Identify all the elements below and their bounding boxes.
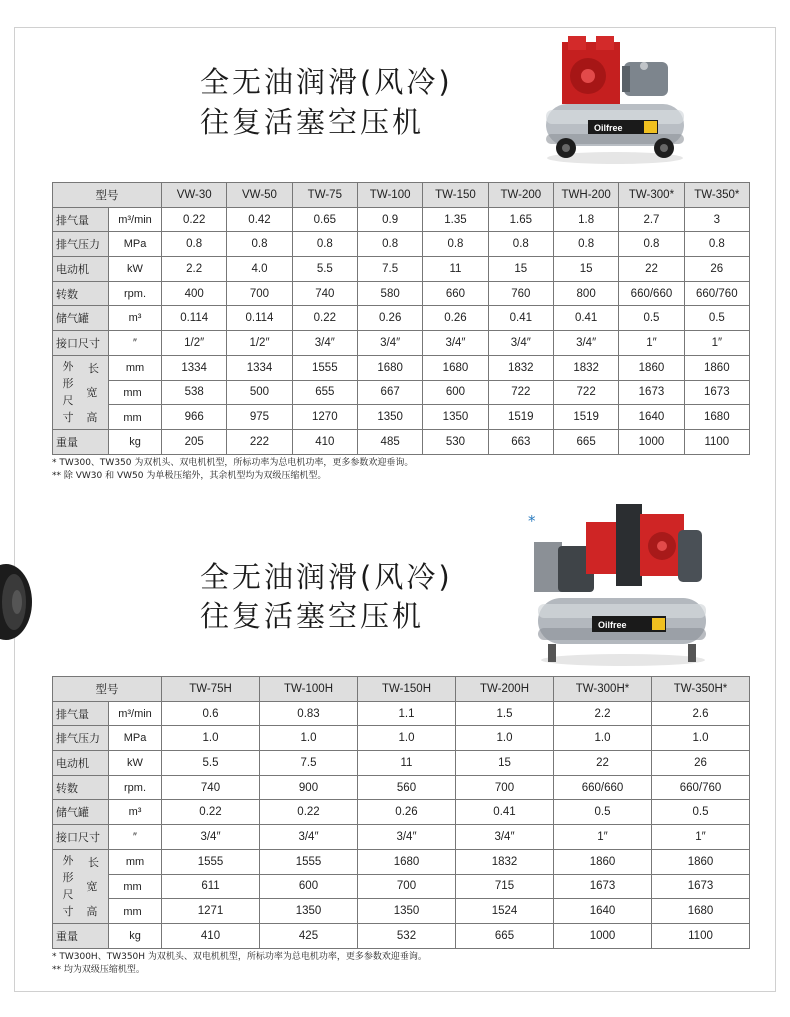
table-cell: 1860: [619, 355, 684, 380]
table-cell: 800: [553, 281, 618, 306]
table-cell: 0.41: [553, 306, 618, 331]
table-cell: 1350: [358, 899, 456, 924]
table-cell: 611: [162, 874, 260, 899]
table-cell: 700: [456, 775, 554, 800]
row-unit: kg: [109, 923, 162, 948]
table-cell: 5.5: [162, 751, 260, 776]
table-cell: 663: [488, 429, 553, 454]
dimension-sublabel: 长: [88, 856, 99, 870]
table-cell: 1.0: [456, 726, 554, 751]
row-unit-text: mm: [123, 881, 142, 894]
row-unit: kW: [109, 751, 162, 776]
footnote-1: * TW300、TW350 为双机头、双电机机型，所标功率为总电机功率，更多参数欢迎垂询。: [52, 458, 414, 468]
table-row: [53, 751, 750, 776]
table-cell: 0.8: [357, 232, 422, 257]
table-cell: 1519: [553, 405, 618, 430]
table-cell: 530: [423, 429, 488, 454]
table-row: [53, 825, 750, 850]
model-name: TW-75H: [162, 677, 260, 702]
table-row: [53, 800, 750, 825]
table-cell: 760: [488, 281, 553, 306]
row-label: 排气量: [53, 701, 109, 726]
table-cell: 0.83: [260, 701, 358, 726]
table-cell: 1350: [357, 405, 422, 430]
table-cell: 0.9: [357, 207, 422, 232]
table-row: [53, 899, 750, 924]
row-label: 储气罐: [53, 800, 109, 825]
row-unit: mm: [109, 849, 162, 874]
table-cell: 1832: [456, 849, 554, 874]
row-unit: m³/min: [109, 701, 162, 726]
model-name: TW-300H*: [554, 677, 652, 702]
row-unit: rpm.: [109, 775, 162, 800]
table-cell: 900: [260, 775, 358, 800]
table-cell: 0.8: [423, 232, 488, 257]
table-header-row: [53, 183, 750, 208]
table-row: [53, 701, 750, 726]
table-cell: 1334: [162, 355, 227, 380]
table-cell: 0.26: [357, 306, 422, 331]
compressor-image-1: [540, 32, 690, 167]
row-label: 排气压力: [53, 232, 109, 257]
table-cell: 1555: [162, 849, 260, 874]
table-cell: 7.5: [260, 751, 358, 776]
table-cell: 22: [619, 257, 684, 282]
model-name: VW-50: [227, 183, 292, 208]
dimension-group-label: 外形尺寸: [62, 360, 74, 425]
table-cell: 975: [227, 405, 292, 430]
row-label: 接口尺寸: [53, 331, 109, 356]
table-row: [53, 429, 750, 454]
table-row: [53, 874, 750, 899]
table-cell: 1334: [227, 355, 292, 380]
table-cell: 660/660: [554, 775, 652, 800]
table-cell: 2.2: [162, 257, 227, 282]
model-name: TW-100H: [260, 677, 358, 702]
compressor-brand-1: Oilfree: [594, 123, 623, 133]
table-cell: 1.1: [358, 701, 456, 726]
table-cell: 655: [292, 380, 357, 405]
table-cell: 500: [227, 380, 292, 405]
table-row: [53, 849, 750, 874]
table-cell: 0.8: [553, 232, 618, 257]
table-cell: 3/4″: [488, 331, 553, 356]
table-cell: 4.0: [227, 257, 292, 282]
compressor-image-2: [528, 500, 713, 668]
table-row: [53, 281, 750, 306]
table-cell: 15: [553, 257, 618, 282]
model-name: TW-150H: [358, 677, 456, 702]
model-name: TW-200: [488, 183, 553, 208]
row-label: 电动机: [53, 257, 109, 282]
model-name: TW-150: [423, 183, 488, 208]
row-label: 储气罐: [53, 306, 109, 331]
table-cell: 1271: [162, 899, 260, 924]
model-name: TW-350H*: [652, 677, 750, 702]
table-cell: 1555: [260, 849, 358, 874]
table-cell: 0.26: [358, 800, 456, 825]
table-cell: 1680: [652, 899, 750, 924]
table-cell: 1680: [358, 849, 456, 874]
table-row: [53, 405, 750, 430]
row-unit: m³: [109, 306, 162, 331]
table-cell: 2.7: [619, 207, 684, 232]
table-cell: 0.5: [684, 306, 749, 331]
table-cell: 1680: [684, 405, 749, 430]
row-unit: MPa: [109, 232, 162, 257]
row-unit: ″: [109, 331, 162, 356]
table-cell: 7.5: [357, 257, 422, 282]
row-label: 接口尺寸: [53, 825, 109, 850]
dimension-sublabel: 宽: [86, 881, 98, 894]
table-cell: 700: [358, 874, 456, 899]
table-cell: 1100: [684, 429, 749, 454]
table-cell: 425: [260, 923, 358, 948]
dimension-sublabel: 宽: [86, 387, 98, 400]
table-cell: 532: [358, 923, 456, 948]
table-cell: 660/760: [684, 281, 749, 306]
model-name: TW-100: [357, 183, 422, 208]
row-unit-text: mm: [123, 412, 142, 425]
table-cell: 660/660: [619, 281, 684, 306]
table-cell: 1640: [619, 405, 684, 430]
table-cell: 560: [358, 775, 456, 800]
spec-table-2: [52, 676, 750, 949]
table-cell: 3/4″: [423, 331, 488, 356]
table-cell: 0.65: [292, 207, 357, 232]
table-cell: 3/4″: [357, 331, 422, 356]
table-cell: 3: [684, 207, 749, 232]
table-cell: 0.8: [619, 232, 684, 257]
table-cell: 22: [554, 751, 652, 776]
table-cell: 410: [292, 429, 357, 454]
model-name: TW-75: [292, 183, 357, 208]
row-label: 转数: [53, 775, 109, 800]
table-cell: 665: [456, 923, 554, 948]
section1-title-line1: 全无油润滑(风冷): [200, 65, 453, 99]
table-cell: 1.0: [358, 726, 456, 751]
section1-title-line2: 往复活塞空压机: [200, 105, 425, 139]
table-cell: 1860: [652, 849, 750, 874]
table-row: [53, 726, 750, 751]
table-cell: 0.5: [554, 800, 652, 825]
row-label: 转数: [53, 281, 109, 306]
row-unit: mm: [109, 355, 162, 380]
dimension-sublabel: 高: [86, 906, 98, 919]
row-label: 排气量: [53, 207, 109, 232]
table-cell: 665: [553, 429, 618, 454]
table-cell: 1100: [652, 923, 750, 948]
row-unit: [86, 899, 162, 924]
table-cell: 3/4″: [456, 825, 554, 850]
table-cell: 1673: [619, 380, 684, 405]
table-cell: 1/2″: [162, 331, 227, 356]
table-cell: 1000: [619, 429, 684, 454]
table-cell: 700: [227, 281, 292, 306]
table-cell: 740: [162, 775, 260, 800]
header-label: 型号: [53, 677, 162, 702]
table-cell: 0.8: [488, 232, 553, 257]
table-row: [53, 380, 750, 405]
table-cell: 15: [488, 257, 553, 282]
table-cell: 1519: [488, 405, 553, 430]
table-cell: 3/4″: [358, 825, 456, 850]
table-cell: 1860: [684, 355, 749, 380]
model-name: TW-300*: [619, 183, 684, 208]
star-mark: *: [528, 512, 536, 530]
footnote-2: ** 均为双级压缩机型。: [52, 965, 145, 975]
table-cell: 3/4″: [553, 331, 618, 356]
table-cell: 2.2: [554, 701, 652, 726]
table-cell: 740: [292, 281, 357, 306]
table-cell: 722: [553, 380, 618, 405]
table-cell: 0.22: [162, 207, 227, 232]
table-cell: 0.42: [227, 207, 292, 232]
table-cell: 3/4″: [292, 331, 357, 356]
row-label: 电动机: [53, 751, 109, 776]
row-unit-text: mm: [123, 906, 142, 919]
row-unit: ″: [109, 825, 162, 850]
table-cell: 660: [423, 281, 488, 306]
table-cell: 1000: [554, 923, 652, 948]
table-row: [53, 306, 750, 331]
table-cell: 0.41: [488, 306, 553, 331]
table-cell: 0.5: [652, 800, 750, 825]
table-cell: 0.8: [684, 232, 749, 257]
table-cell: 1.0: [260, 726, 358, 751]
table-cell: 1″: [619, 331, 684, 356]
table-cell: 966: [162, 405, 227, 430]
header-label: 型号: [53, 183, 162, 208]
table-cell: 1832: [488, 355, 553, 380]
table-cell: 0.22: [260, 800, 358, 825]
table-cell: 1.0: [162, 726, 260, 751]
table-cell: 0.8: [162, 232, 227, 257]
table-cell: 667: [357, 380, 422, 405]
table-cell: 1/2″: [227, 331, 292, 356]
table-cell: 222: [227, 429, 292, 454]
table-cell: 0.22: [162, 800, 260, 825]
table-cell: 11: [358, 751, 456, 776]
model-name: TW-350*: [684, 183, 749, 208]
table-cell: 722: [488, 380, 553, 405]
row-unit: [86, 874, 162, 899]
model-name: TWH-200: [553, 183, 618, 208]
table-cell: 1860: [554, 849, 652, 874]
table-cell: 600: [423, 380, 488, 405]
footnote-1: * TW300H、TW350H 为双机头、双电机机型，所标功率为总电机功率，更多参数欢迎垂询。: [52, 952, 427, 962]
table-row: [53, 775, 750, 800]
table-cell: 0.41: [456, 800, 554, 825]
table-cell: 538: [162, 380, 227, 405]
table-cell: 0.6: [162, 701, 260, 726]
model-name: TW-200H: [456, 677, 554, 702]
table-cell: 410: [162, 923, 260, 948]
table-cell: 1640: [554, 899, 652, 924]
row-unit: rpm.: [109, 281, 162, 306]
table-row: [53, 331, 750, 356]
row-unit: [86, 380, 162, 405]
table-cell: 400: [162, 281, 227, 306]
table-cell: 600: [260, 874, 358, 899]
table-cell: 1524: [456, 899, 554, 924]
table-row: [53, 257, 750, 282]
table-cell: 5.5: [292, 257, 357, 282]
table-cell: 1680: [423, 355, 488, 380]
row-unit: [86, 405, 162, 430]
table-row: [53, 207, 750, 232]
section2-title-line1: 全无油润滑(风冷): [200, 560, 453, 594]
table-cell: 1.35: [423, 207, 488, 232]
row-unit-text: mm: [123, 387, 142, 400]
table-row: [53, 923, 750, 948]
table-cell: 3/4″: [260, 825, 358, 850]
table-cell: 1832: [553, 355, 618, 380]
table-header-row: [53, 677, 750, 702]
table-cell: 2.6: [652, 701, 750, 726]
dimension-group-label: 外形尺寸: [62, 854, 74, 919]
table-cell: 1350: [260, 899, 358, 924]
dimension-sublabel: 长: [88, 362, 99, 376]
row-unit: kW: [109, 257, 162, 282]
dimension-sublabel: 高: [86, 412, 98, 425]
table-cell: 1673: [684, 380, 749, 405]
table-cell: 26: [684, 257, 749, 282]
table-row: [53, 232, 750, 257]
model-name: VW-30: [162, 183, 227, 208]
row-label: 排气压力: [53, 726, 109, 751]
table-cell: 1″: [684, 331, 749, 356]
table-cell: 15: [456, 751, 554, 776]
compressor-brand-2: Oilfree: [598, 620, 627, 630]
table-cell: 26: [652, 751, 750, 776]
table-cell: 1680: [357, 355, 422, 380]
table-cell: 580: [357, 281, 422, 306]
row-unit: m³: [109, 800, 162, 825]
table-cell: 1270: [292, 405, 357, 430]
table-cell: 1350: [423, 405, 488, 430]
table-cell: 1.8: [553, 207, 618, 232]
table-cell: 1.0: [652, 726, 750, 751]
table-cell: 0.22: [292, 306, 357, 331]
table-cell: 1673: [554, 874, 652, 899]
table-cell: 660/760: [652, 775, 750, 800]
table-cell: 0.26: [423, 306, 488, 331]
table-cell: 485: [357, 429, 422, 454]
table-cell: 0.8: [227, 232, 292, 257]
table-cell: 0.8: [292, 232, 357, 257]
table-cell: 11: [423, 257, 488, 282]
table-cell: 1.5: [456, 701, 554, 726]
row-label: 重量: [53, 923, 109, 948]
table-cell: 1673: [652, 874, 750, 899]
table-cell: 0.114: [162, 306, 227, 331]
roller-decoration-icon: [0, 563, 34, 641]
row-unit: MPa: [109, 726, 162, 751]
table-cell: 3/4″: [162, 825, 260, 850]
table-cell: 1.0: [554, 726, 652, 751]
table-cell: 1555: [292, 355, 357, 380]
section2-title-line2: 往复活塞空压机: [200, 599, 425, 633]
row-unit: kg: [109, 429, 162, 454]
table-cell: 0.5: [619, 306, 684, 331]
table-cell: 0.114: [227, 306, 292, 331]
table-cell: 1″: [652, 825, 750, 850]
row-label: 重量: [53, 429, 109, 454]
table-cell: 1″: [554, 825, 652, 850]
footnote-2: ** 除 VW30 和 VW50 为单极压缩外，其余机型均为双级压缩机型。: [52, 471, 327, 481]
table-row: [53, 355, 750, 380]
table-cell: 1.65: [488, 207, 553, 232]
row-unit: m³/min: [109, 207, 162, 232]
table-cell: 715: [456, 874, 554, 899]
table-cell: 205: [162, 429, 227, 454]
spec-table-1: [52, 182, 750, 455]
